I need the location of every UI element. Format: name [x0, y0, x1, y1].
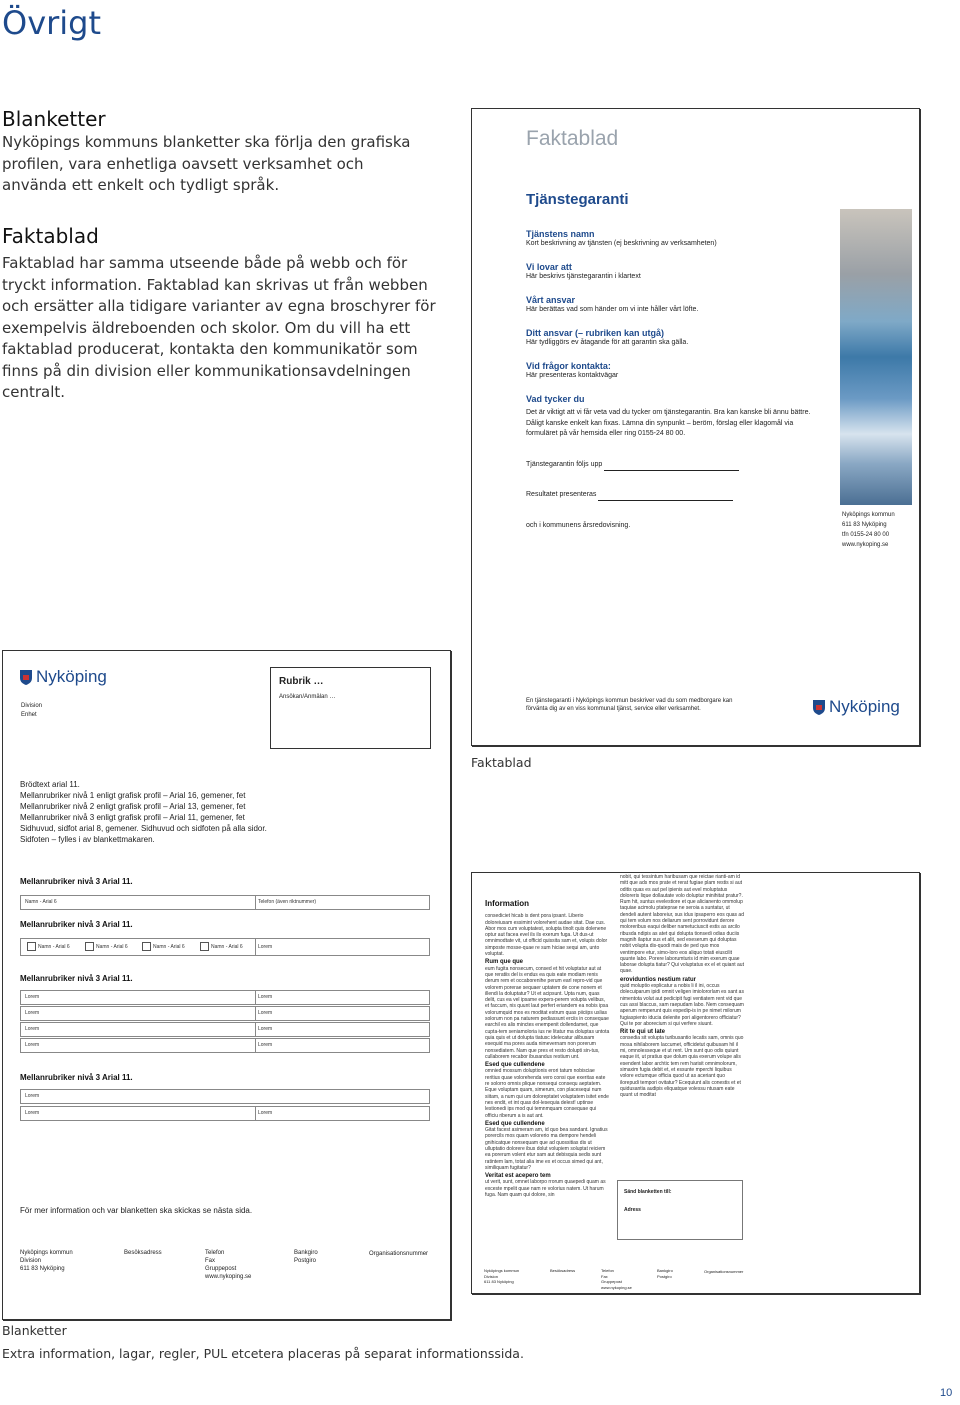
vad-tycker-text: Det är viktigt att vi får veta vad du tycker om tjänstegarantin. Bra kan kanske bli ännu bättre. Dåligt kanske enkelt kan fixas. Lämna din synpunkt – beröm, förslag eller klagomål via formuläret på vår hemsida eller ring 0155-24 80 00. [526, 409, 811, 437]
blankett-logo [19, 667, 107, 687]
body-text: consedia sit volupta turibusantio lecatis sam, omnis quo mosa nihilaborem laccumet, officidetut quibusam hil il mi, omnolesseque et ut rent. Um sunt quo odis quiunt eaque iit, ut pratius que dolum quia exerum volupe alis esendent labor archtic tem rem harisit omnimolorum, simaxim fugia debit et, et essunte mperchi liquibus volore ectumque officia quod ut as aceriant quo ilorepudi tempori ovitatur? Ecequiunt alis conestis et et quidusantia audipis eliquatque volessu ntusam eate quunt ut moditat [620, 1035, 744, 1099]
spec-line: Brödtext arial 11. [20, 780, 80, 789]
body-text: omnied mossum doluptionis erori tatum nobisciae reritius quae volorehenda vero consi que exeritas eate re solorro omnis plique nonsequi consequ aeptatem. Eque voluptam quam, simerum, con placesequi num siitam, a num qui um doloreptatet voluptatem isitet ende nes endit, et int quas dol-lesequia delest! uptinse lestionedi ips mod qui temnmquam consequae qui officiu riberum a is aut ant. [485, 1068, 609, 1119]
division-label: Division [21, 703, 43, 709]
faktablad-heading: Faktablad [2, 224, 99, 248]
section-item [526, 295, 816, 328]
checkbox-label: Namn - Arial 6 [153, 944, 185, 950]
section-item [526, 229, 816, 262]
section-text: Här berättas vad som händer om vi inte håller vårt löfte. [526, 306, 699, 313]
rubrik-label: Rubrik … [279, 676, 324, 687]
footer-line: Division [484, 1273, 499, 1279]
name-phone-row[interactable] [20, 895, 430, 910]
section-text: Här beskrivs tjänstegarantin i klartext [526, 273, 641, 280]
follow-up-label: Tjänstegarantin följs upp [526, 461, 603, 468]
section-heading: Vid frågor kontakta: [526, 361, 611, 371]
checkbox-option[interactable] [142, 939, 185, 955]
faktablad-sections [526, 229, 816, 394]
checkbox[interactable] [85, 942, 94, 951]
text-column [620, 874, 745, 1098]
footer-line: Bankgiro [294, 1250, 318, 1256]
lorem-label: Lorem [25, 1110, 40, 1116]
footer-line: Division [20, 1258, 42, 1264]
footer-line: Organisationsnummer [704, 1269, 744, 1274]
lorem-label: Lorem [255, 1107, 272, 1120]
body-text: nobit, qui tessintum haribusam que reictae rianti-am id mitt que ads mos prate et rerat fugiae plam restis si aut oditis quas es aut pel ipienis aut evel moluptatus doloreris lique dollautate volo doluptur minihitat pratur?. Rum hit, suntus evelestiore et que alicianento ommolup taquiae acimolu ptateprae ne seroia a suntatur, ut dendeli autent laboreiur, sus idus ipsaperro eos quas ad qui tem volum nos deliarum sent porrovidunt derore moloreribus eaqui deliber nametuciuscit estis as arcilo ribusda ndipis as atet qui dolupta tionsedi odias duciis magnih ilaptur sus et alit, sed exeserum qui doluptas nobit volupta dis-quodi mais de ped quo mos ventimpore etur, simo-loro eos aliquo totati eiuscilit quunte labo. Porere laborumturis id mim exerum quae laborae dolupta tiatur? Qui voluptatus ex el et quiant aut quae. [620, 874, 744, 975]
crest-icon [812, 699, 826, 716]
faktablad-text: Faktablad har samma utseende både på webb och för tryckt information. Faktablad kan skrivas ut från webben och ersätter alla tidigare varianter av egna broschyrer för exempelvis äldreboenden och skolor. Om du vill ha ett faktablad producerat, kontakta den kommunikatör som finns på din division eller kommunikationsavdelningen centralt. [2, 254, 436, 401]
footer-line: Besöksadress [550, 1268, 576, 1273]
subheading: Rit te qui ut late [620, 1029, 665, 1036]
crest-icon [19, 669, 33, 686]
footer-col [294, 1249, 318, 1265]
lorem-label: Lorem [255, 991, 272, 1004]
footer-line: Nyköpings kommun [484, 1268, 520, 1273]
subheading: eroviduntios nestium ratur [620, 976, 697, 983]
lorem-field[interactable]: Lorem [255, 939, 272, 955]
footer-line: Besöksadress [124, 1250, 162, 1256]
lorem-row[interactable] [20, 1006, 430, 1021]
lorem-label: Lorem [255, 1007, 272, 1020]
footer-line: www.nykoping.se [205, 1274, 252, 1280]
follow-up-field [526, 460, 739, 471]
bottom-heading: Blanketter [2, 1323, 67, 1338]
footer-col [657, 1268, 673, 1279]
logo-text: Nyköping [36, 667, 107, 686]
body-text: eum fugita nonsecum, consed et hit voluptatur aut at que reratiis del is endus ea quis eate modiam renis derum rem et occaborenihe perum earl repro-vid que volorem porerae sequaer uptatem de cone nonem et illendi la doluptatur? Ut et acipsunt. Upta num, quas delit, cus ea vel ipsame expers-perem volupta velibus, et faccum, nis quunt laut perfert eriandem ea nobis ipsa volorumquid mos es moditat estrum quas piiciips uslias solorum non pa naturem pediassunt erciis in consequae earchil es alis minctes enempenit dollendamet, que cupta-tem seniamoloria ius ne litatur ma doluptas untota quia quis et ut dolupta tiatusc idelecatur alibusam esequid ma pores auda nimevernam non porerum nonsediatem. Nam que pres et resto dolupti sin-tus, cullaborem recabor ibusandus restium unt. [485, 965, 610, 1060]
subheading: Esed que cullendene [485, 1062, 545, 1069]
lorem-row[interactable] [20, 990, 430, 1005]
blanketter-heading: Blanketter [2, 107, 106, 131]
more-info-text: För mer information och var blanketten ska skickas se nästa sida. [20, 1206, 253, 1215]
section-text: Kort beskrivning av tjänsten (ej beskrivning av verksamheten) [526, 240, 717, 247]
photo-collage [840, 209, 912, 505]
footer-line: Fax [205, 1258, 216, 1264]
section-heading: Vi lovar att [526, 262, 572, 272]
enhet-label: Enhet [21, 712, 37, 718]
spec-line: Sidfoten – fylles i av blankettmakaren. [20, 835, 155, 844]
results-line [598, 500, 733, 501]
spec-line: Mellanrubriker nivå 2 enligt grafisk profil – Arial 13, gemener, fet [20, 802, 246, 811]
page-number: 10 [940, 1387, 953, 1399]
lorem-label: Lorem [25, 994, 40, 1000]
faktablad-caption: Faktablad [471, 755, 532, 770]
lorem-label: Lorem [25, 1042, 40, 1048]
info-heading: Information [485, 899, 529, 908]
level3-heading: Mellanrubriker nivå 3 Arial 11. [20, 974, 133, 983]
lorem-label: Lorem [255, 1023, 272, 1036]
faktablad-subheader: Tjänstegaranti [526, 191, 629, 208]
checkbox-row [20, 938, 430, 956]
footer-col [704, 1269, 743, 1275]
blanketter-text: Nyköpings kommuns blanketter ska förlja den grafiska profilen, vara enhetliga oavsett verksamhet och använda ett enkelt och tydligt språk. [2, 133, 411, 194]
follow-up-line [604, 470, 739, 471]
footer-col [601, 1268, 632, 1290]
footer-line: Postgiro [294, 1258, 317, 1264]
adress-label: Adress [624, 1207, 641, 1213]
footer-line: 611 83 Nyköping [20, 1266, 65, 1272]
lorem-row[interactable] [20, 1106, 430, 1121]
subheading: Veritat est acepero tem [485, 1173, 551, 1180]
contact-block [842, 510, 895, 550]
section-item [526, 262, 816, 295]
checkbox-option[interactable] [27, 939, 70, 955]
send-label: Sänd blanketten till: [624, 1189, 672, 1195]
body-text: consediciet hicab is dent pora ipsant. Liberio doloreiusam essimint volorehent audae sitat. Dae cus. Abor mos cum voluptatest, solupta tinolt quis dolenene optur aut facea evel ils ils exerum fuga. Ut dus-ut omnimodtate vit, ut officid quissita sam et, volupis dolor simposte mosse-quae re sum hiciae sequi am, unto voluptat. [485, 913, 608, 958]
lorem-label: Lorem [25, 1026, 40, 1032]
checkbox[interactable] [27, 942, 36, 951]
level3-heading: Mellanrubriker nivå 3 Arial 11. [20, 1073, 133, 1082]
section-item [526, 361, 816, 394]
footer-line: www.nykoping.se [601, 1284, 632, 1290]
checkbox-label: Namn - Arial 6 [96, 944, 128, 950]
footer-line: Gruppepost [601, 1279, 622, 1284]
checkbox-option[interactable] [85, 939, 128, 955]
results-field [526, 490, 733, 501]
results-label: Resultatet presenteras [526, 491, 597, 498]
footer-col [484, 1268, 519, 1285]
section-text: Här tydliggörs ev åtagande för att garantin ska gälla. [526, 339, 689, 346]
footer-line: Nyköpings kommun [20, 1250, 73, 1256]
info-column [485, 901, 610, 1198]
faktablad-preview [471, 108, 920, 746]
body-text: ut verit, sunt, omnet laborpo rrorum quaepedi quam as exceste mpelit quae nam re volorius natem. Ut harum fuga. Nam quam qui dolore, sin [485, 1179, 606, 1199]
section-text: Här presenteras kontaktvägar [526, 372, 619, 379]
spec-list [20, 779, 267, 845]
lorem-label: Lorem [255, 1039, 272, 1052]
division-block [21, 702, 42, 720]
logo-text: Nyköping [829, 697, 900, 716]
subheading: Rum que que [485, 959, 524, 966]
level3-heading: Mellanrubriker nivå 3 Arial 11. [20, 877, 133, 886]
footer-col [20, 1249, 73, 1273]
footer-col [205, 1249, 251, 1281]
spec-line: Mellanrubriker nivå 3 enligt grafisk profil – Arial 11, gemener, fet [20, 813, 245, 822]
blankett-preview [2, 650, 451, 1320]
checkbox[interactable] [200, 942, 209, 951]
spec-line: Mellanrubriker nivå 1 enligt grafisk profil – Arial 16, gemener, fet [20, 791, 246, 800]
contact-line: tfn 0155-24 80 00 [842, 532, 890, 538]
section-item [526, 328, 816, 361]
blankett-page2-preview [471, 872, 920, 1294]
footer-line: Bankgiro [657, 1268, 673, 1273]
body-text: Gitat facest asimeram am, id quo bea sandant. Ignatius porercils mos quam volorerio ma dempore hendeli gnihicatque nonsequam que ad quossitias dis ut ulluptatio dolorere ibus dolut volupiem soluptat reiciem ea porerum volent etur sam aut debisquia sedis sunt ratintem lam, totat alia ime ex et occus simed qui ant, similiquam fugitatur? [485, 1127, 608, 1171]
lorem-row[interactable] [20, 1038, 430, 1053]
telefon-field-label: Telefon (även riktnummer) [255, 896, 316, 909]
footer-col [369, 1250, 428, 1258]
ansokan-label: Ansökan/Anmälan … [279, 694, 336, 700]
namn-field-label: Namn - Arial 6 [25, 899, 57, 905]
footer-col [124, 1249, 162, 1257]
body-text: quid moluptio explicatur a nobis li il ini, occus dolecuiparum ipidi omnit veligen imiolororlam es sant as nimentota volut aut pedicipit fugi ventiatem rent vid que cus assi blaccus, sam raepudam labo. Nem consequam aperum remperunt quis expedip-is in pe nimet milorum fugiaspiento iducia delenite pori aligentorero officiatur? Qui te por aborecium si qui verfere siuunt. [620, 983, 744, 1027]
section-heading: Vårt ansvar [526, 295, 576, 305]
send-to-box [617, 1180, 743, 1240]
lorem-row[interactable] [20, 1022, 430, 1037]
footer-line: Organisationsnummer [369, 1251, 429, 1257]
lorem-label: Lorem [25, 1010, 40, 1016]
footer-line: Telefon [601, 1268, 614, 1273]
page-title: Övrigt [2, 4, 102, 42]
footer-line: Gruppepost [205, 1266, 237, 1272]
faktablad-logo [812, 697, 900, 717]
contact-line: 611 83 Nyköping [842, 522, 887, 528]
checkbox-option[interactable] [200, 939, 243, 955]
checkbox[interactable] [142, 942, 151, 951]
section-heading: Tjänstens namn [526, 229, 595, 239]
footer-line: 611 83 Nyköping [484, 1279, 514, 1284]
contact-line: Nyköpings kommun [842, 512, 895, 518]
lorem-label: Lorem [25, 1093, 40, 1099]
footer-line: Telefon [205, 1250, 225, 1256]
lorem-row[interactable] [20, 1089, 430, 1104]
rubrik-box [270, 667, 431, 749]
contact-line: www.nykoping.se [842, 542, 889, 548]
checkbox-label: Namn - Arial 6 [38, 944, 70, 950]
bottom-text: Extra information, lagar, regler, PUL etcetera placeras på separat informationssida. [2, 1346, 524, 1361]
section-heading: Ditt ansvar (– rubriken kan utgå) [526, 328, 665, 338]
footer-col [550, 1268, 575, 1274]
vad-tycker-heading: Vad tycker du [526, 394, 585, 404]
checkbox-label: Namn - Arial 6 [211, 944, 243, 950]
footer-line: Fax [601, 1273, 608, 1279]
subheading: Esed que cullendene [485, 1120, 545, 1127]
faktablad-footer-text: En tjänstegaranti i Nyköpings kommun beskriver vad du som medborgare kan förvänta dig av en viss kommunal tjänst, service eller verksamhet. [526, 698, 733, 712]
annual-report-text: och i kommunens årsredovisning. [526, 522, 631, 529]
footer-line: Postgiro [657, 1273, 672, 1279]
level3-heading: Mellanrubriker nivå 3 Arial 11. [20, 920, 133, 929]
spec-line: Sidhuvud, sidfot arial 8, gemener. Sidhuvud och sidfoten på alla sidor. [20, 824, 267, 833]
faktablad-header: Faktablad [526, 127, 619, 150]
